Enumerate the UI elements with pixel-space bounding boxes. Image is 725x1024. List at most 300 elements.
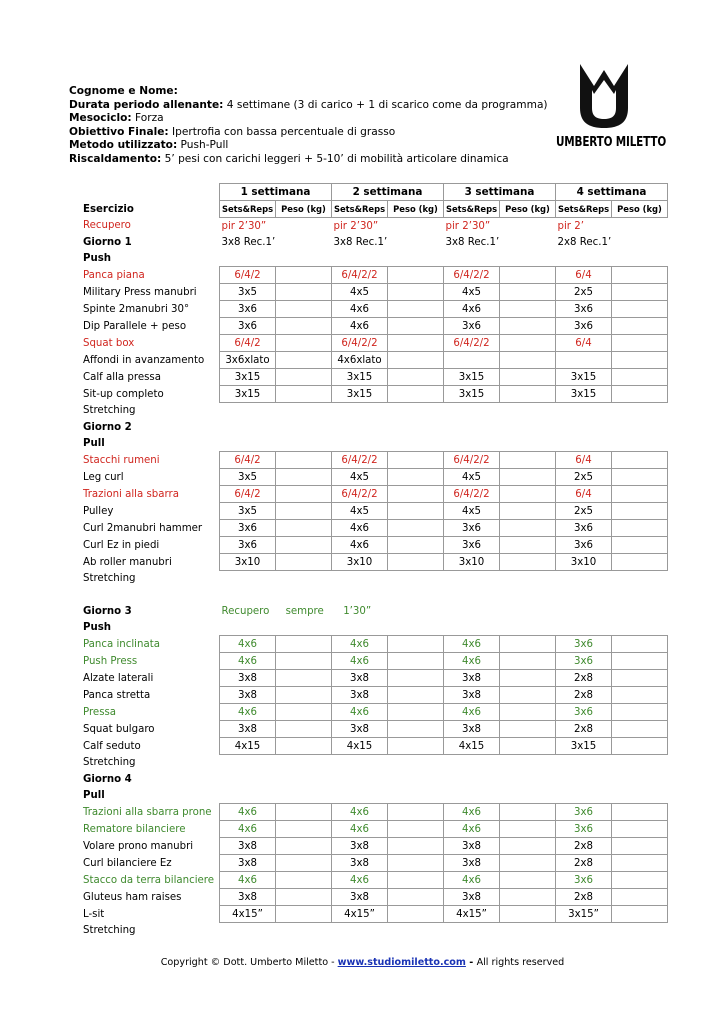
weight-cell xyxy=(500,636,556,653)
sets-reps-cell: 6/4/2/2 xyxy=(332,452,388,469)
exercise-name: Pull xyxy=(83,789,105,801)
sets-reps-cell: 3x8 xyxy=(332,687,388,704)
weight-cell xyxy=(612,352,668,369)
sets-reps-header: Sets&Reps xyxy=(220,201,276,218)
weight-cell xyxy=(500,906,556,923)
weight-cell xyxy=(388,821,444,838)
table-row xyxy=(80,619,668,636)
exercise-name: Recupero xyxy=(83,220,131,232)
sets-reps-cell: 3x8 xyxy=(444,855,500,872)
table-row xyxy=(80,486,668,503)
weight-cell xyxy=(612,469,668,486)
sets-reps-cell: 6/4/2/2 xyxy=(332,267,388,284)
exercise-name: Panca piana xyxy=(83,269,145,281)
exercise-name: Panca stretta xyxy=(83,689,151,701)
exercise-name: Push xyxy=(83,621,112,633)
weight-cell xyxy=(388,554,444,571)
sets-reps-cell: 3x8 xyxy=(220,721,276,738)
sets-reps-cell: 4x6 xyxy=(332,301,388,318)
exercise-name: Stretching xyxy=(83,573,136,585)
exercise-name: Sit-up completo xyxy=(83,388,164,400)
sets-reps-cell: 3x15 xyxy=(444,386,500,403)
sets-reps-cell: 6/4/2/2 xyxy=(444,267,500,284)
weight-cell xyxy=(500,335,556,352)
sets-reps-header: Sets&Reps xyxy=(332,201,388,218)
sets-reps-cell: 3x6 xyxy=(220,520,276,537)
sets-reps-cell: 4x6 xyxy=(332,653,388,670)
sets-reps-cell: 3x6xlato xyxy=(220,352,276,369)
brand-name: UMBERTO MILETTO xyxy=(556,134,667,150)
weight-cell xyxy=(612,906,668,923)
exercise-name: Giorno 4 xyxy=(83,773,132,785)
weight-cell xyxy=(612,721,668,738)
weight-cell xyxy=(612,386,668,403)
weight-cell xyxy=(500,738,556,755)
info-line xyxy=(69,139,548,153)
sets-reps-cell: 3x15 xyxy=(556,369,612,386)
table-row xyxy=(80,554,668,571)
note-cell: 3x8 Rec.1’ xyxy=(221,236,276,248)
exercise-name: Leg curl xyxy=(83,471,124,483)
sets-reps-cell: 4x6 xyxy=(444,872,500,889)
weight-cell xyxy=(388,838,444,855)
sets-reps-cell: 4x6 xyxy=(332,537,388,554)
sets-reps-cell: 6/4 xyxy=(556,486,612,503)
exercise-name: Giorno 2 xyxy=(83,421,132,433)
weight-cell xyxy=(388,653,444,670)
table-row xyxy=(80,755,668,772)
exercise-name: Stretching xyxy=(83,757,136,769)
empty-cell xyxy=(220,619,668,636)
sets-reps-cell: 3x8 xyxy=(332,855,388,872)
sets-reps-cell: 3x8 xyxy=(444,889,500,906)
weight-cell xyxy=(276,318,332,335)
weight-cell xyxy=(612,520,668,537)
weight-cell xyxy=(612,284,668,301)
weight-cell xyxy=(500,554,556,571)
exercise-name: Volare prono manubri xyxy=(83,840,194,852)
weight-cell xyxy=(388,284,444,301)
empty-cell xyxy=(220,419,668,435)
exercise-name: Stretching xyxy=(83,405,136,417)
sets-reps-cell: 3x10 xyxy=(220,554,276,571)
table-row xyxy=(80,670,668,687)
exercise-name: Trazioni alla sbarra prone xyxy=(83,806,212,818)
weight-cell xyxy=(276,537,332,554)
sets-reps-cell: 6/4/2/2 xyxy=(332,335,388,352)
sets-reps-cell: 4x15 xyxy=(332,738,388,755)
exercise-name: Pressa xyxy=(83,706,117,718)
sets-reps-cell: 4x15” xyxy=(444,906,500,923)
weight-cell xyxy=(388,804,444,821)
weight-cell xyxy=(500,687,556,704)
table-row xyxy=(80,923,668,940)
weight-cell xyxy=(276,503,332,520)
sets-reps-cell: 2x5 xyxy=(556,503,612,520)
weight-cell xyxy=(500,318,556,335)
weight-cell xyxy=(388,855,444,872)
info-value: 5’ pesi con carichi leggeri + 5-10’ di mobilità articolare dinamica xyxy=(161,152,509,165)
table-row xyxy=(80,234,668,250)
table-row xyxy=(80,636,668,653)
footer-copyright: Copyright © Dott. Umberto Miletto - xyxy=(160,957,338,968)
table-row xyxy=(80,318,668,335)
sets-reps-cell: 3x6 xyxy=(556,301,612,318)
weight-cell xyxy=(276,653,332,670)
week-header: 1 settimana xyxy=(220,184,332,201)
weight-cell xyxy=(500,284,556,301)
footer-dash: - xyxy=(465,957,477,968)
sets-reps-cell: 4x6 xyxy=(332,804,388,821)
weight-cell xyxy=(500,537,556,554)
weight-cell xyxy=(276,369,332,386)
weight-cell xyxy=(612,670,668,687)
empty-cell xyxy=(220,755,668,772)
weight-cell xyxy=(276,738,332,755)
sets-reps-cell: 3x15 xyxy=(220,386,276,403)
table-row xyxy=(80,352,668,369)
weight-cell xyxy=(500,267,556,284)
sets-reps-cell: 4x6 xyxy=(444,301,500,318)
weight-cell xyxy=(612,821,668,838)
exercise-name: Push xyxy=(83,252,112,264)
weight-cell xyxy=(500,653,556,670)
info-line xyxy=(69,126,548,140)
weight-cell xyxy=(276,855,332,872)
table-row xyxy=(80,906,668,923)
sets-reps-cell: 4x6 xyxy=(220,636,276,653)
weight-cell xyxy=(388,452,444,469)
weight-cell xyxy=(276,704,332,721)
exercise-name: Giorno 3 xyxy=(83,605,132,617)
info-line xyxy=(69,153,548,167)
brand-logo xyxy=(556,60,667,150)
info-value: 4 settimane (3 di carico + 1 di scarico come da programma) xyxy=(223,98,548,111)
table-row xyxy=(80,855,668,872)
empty-cell xyxy=(220,435,668,452)
table-row xyxy=(80,537,668,554)
exercise-name: Stacchi rumeni xyxy=(83,454,160,466)
weight-cell xyxy=(500,855,556,872)
weight-cell xyxy=(276,352,332,369)
sets-reps-cell xyxy=(444,352,500,369)
table-row xyxy=(80,267,668,284)
sets-reps-cell: 3x15” xyxy=(556,906,612,923)
table-row xyxy=(80,369,668,386)
sets-reps-cell: 2x5 xyxy=(556,469,612,486)
weight-cell xyxy=(612,503,668,520)
sets-reps-cell: 3x8 xyxy=(332,889,388,906)
sets-reps-cell: 3x6 xyxy=(556,636,612,653)
exercise-name: Squat box xyxy=(83,337,135,349)
weight-header: Peso (kg) xyxy=(276,201,332,218)
sets-reps-cell: 2x8 xyxy=(556,721,612,738)
note-cell: 3x8 Rec.1’ xyxy=(333,236,388,248)
sets-reps-cell: 3x15 xyxy=(556,386,612,403)
week-header: 3 settimana xyxy=(444,184,556,201)
sets-reps-cell: 3x15 xyxy=(556,738,612,755)
sets-reps-cell: 4x5 xyxy=(444,503,500,520)
exercise-name: Dip Parallele + peso xyxy=(83,320,187,332)
weight-cell xyxy=(500,804,556,821)
sets-reps-cell xyxy=(556,352,612,369)
table-row xyxy=(80,419,668,435)
sets-reps-header: Sets&Reps xyxy=(444,201,500,218)
sets-reps-cell: 2x5 xyxy=(556,284,612,301)
weight-cell xyxy=(612,804,668,821)
um-monogram-icon xyxy=(576,60,632,128)
table-row xyxy=(80,721,668,738)
exercise-name: Stretching xyxy=(83,925,136,937)
sets-reps-cell: 3x8 xyxy=(220,889,276,906)
sets-reps-cell: 3x15 xyxy=(220,369,276,386)
weight-cell xyxy=(500,469,556,486)
info-value: Ipertrofia con bassa percentuale di grasso xyxy=(168,125,396,138)
sets-reps-cell: 2x8 xyxy=(556,670,612,687)
sets-reps-cell: 4x5 xyxy=(444,284,500,301)
sets-reps-cell: 3x6 xyxy=(556,804,612,821)
sets-reps-header: Sets&Reps xyxy=(556,201,612,218)
sets-reps-cell: 3x8 xyxy=(332,721,388,738)
week-header-row xyxy=(80,184,668,201)
weight-cell xyxy=(388,503,444,520)
sets-reps-cell: 3x6 xyxy=(220,537,276,554)
sets-reps-cell: 3x8 xyxy=(220,838,276,855)
weight-cell xyxy=(500,872,556,889)
weight-cell xyxy=(500,503,556,520)
sets-reps-cell: 3x5 xyxy=(220,469,276,486)
weight-cell xyxy=(388,369,444,386)
table-row xyxy=(80,838,668,855)
table-row xyxy=(80,872,668,889)
info-label: Riscaldamento: xyxy=(69,152,162,165)
table-row xyxy=(80,386,668,403)
table-row xyxy=(80,603,668,619)
sets-reps-cell: 6/4/2 xyxy=(220,452,276,469)
weight-cell xyxy=(388,636,444,653)
empty-cell xyxy=(220,787,668,804)
weight-cell xyxy=(276,452,332,469)
sets-reps-cell: 3x6 xyxy=(556,537,612,554)
weight-cell xyxy=(276,872,332,889)
footer-rights: All rights reserved xyxy=(476,957,565,968)
weight-cell xyxy=(388,335,444,352)
weight-cell xyxy=(388,670,444,687)
table-row xyxy=(80,520,668,537)
weight-cell xyxy=(612,889,668,906)
sets-reps-cell: 3x6 xyxy=(220,318,276,335)
sets-reps-cell: 6/4 xyxy=(556,267,612,284)
exercise-header: Esercizio xyxy=(83,203,134,215)
sets-reps-cell: 3x8 xyxy=(332,670,388,687)
weight-cell xyxy=(388,687,444,704)
table-row xyxy=(80,284,668,301)
weight-cell xyxy=(500,301,556,318)
weight-cell xyxy=(388,267,444,284)
weight-cell xyxy=(276,469,332,486)
sets-reps-cell: 2x8 xyxy=(556,687,612,704)
sets-reps-cell: 4x6 xyxy=(444,821,500,838)
weight-cell xyxy=(612,318,668,335)
sets-reps-cell: 3x15 xyxy=(332,386,388,403)
sets-reps-cell: 4x6xlato xyxy=(332,352,388,369)
table-row xyxy=(80,821,668,838)
weight-cell xyxy=(500,486,556,503)
sets-reps-cell: 4x5 xyxy=(332,503,388,520)
weight-cell xyxy=(388,520,444,537)
sets-reps-cell: 3x8 xyxy=(444,838,500,855)
exercise-name: Curl Ez in piedi xyxy=(83,539,160,551)
sets-reps-cell: 4x6 xyxy=(220,704,276,721)
exercise-name: Alzate laterali xyxy=(83,672,154,684)
sets-reps-cell: 3x15 xyxy=(332,369,388,386)
weight-cell xyxy=(500,670,556,687)
note-cell: pir 2’30” xyxy=(445,220,491,232)
sets-reps-cell: 4x15” xyxy=(332,906,388,923)
sets-reps-cell: 3x8 xyxy=(220,687,276,704)
weight-cell xyxy=(500,704,556,721)
exercise-name: Squat bulgaro xyxy=(83,723,155,735)
sets-reps-cell: 3x6 xyxy=(556,704,612,721)
weight-cell xyxy=(500,386,556,403)
exercise-name: Calf seduto xyxy=(83,740,141,752)
weight-cell xyxy=(612,452,668,469)
weight-cell xyxy=(388,486,444,503)
weight-cell xyxy=(612,855,668,872)
note-cell: pir 2’ xyxy=(557,220,584,232)
weight-cell xyxy=(612,554,668,571)
weight-cell xyxy=(276,906,332,923)
weight-cell xyxy=(612,301,668,318)
sets-reps-cell: 6/4/2/2 xyxy=(444,486,500,503)
sets-reps-cell: 4x5 xyxy=(332,469,388,486)
table-row xyxy=(80,250,668,267)
sets-reps-cell: 2x8 xyxy=(556,889,612,906)
exercise-name: Push Press xyxy=(83,655,138,667)
table-row xyxy=(80,889,668,906)
weight-cell xyxy=(500,369,556,386)
weight-cell xyxy=(388,738,444,755)
note-cell: 2x8 Rec.1’ xyxy=(557,236,612,248)
info-label: Obiettivo Finale: xyxy=(69,125,169,138)
info-label: Cognome e Nome: xyxy=(69,85,178,97)
sets-reps-cell: 4x15 xyxy=(220,738,276,755)
sets-reps-cell: 4x6 xyxy=(444,804,500,821)
weight-cell xyxy=(500,889,556,906)
weight-cell xyxy=(276,267,332,284)
sets-reps-cell: 3x5 xyxy=(220,284,276,301)
exercise-name: Military Press manubri xyxy=(83,286,197,298)
exercise-name: Giorno 1 xyxy=(83,236,132,248)
sub-header-row xyxy=(80,201,668,218)
corner-cell xyxy=(80,184,220,201)
sets-reps-cell: 3x6 xyxy=(220,301,276,318)
table-row xyxy=(80,571,668,588)
sets-reps-cell: 3x10 xyxy=(332,554,388,571)
sets-reps-cell: 4x6 xyxy=(332,704,388,721)
table-row xyxy=(80,403,668,420)
sets-reps-cell: 4x5 xyxy=(332,284,388,301)
weight-cell xyxy=(388,537,444,554)
exercise-name: Rematore bilanciere xyxy=(83,823,186,835)
week-header: 2 settimana xyxy=(332,184,444,201)
table-row xyxy=(80,787,668,804)
weight-cell xyxy=(388,906,444,923)
table-row xyxy=(80,738,668,755)
exercise-name: Calf alla pressa xyxy=(83,371,161,383)
exercise-name: Spinte 2manubri 30° xyxy=(83,303,190,315)
sets-reps-cell: 3x6 xyxy=(444,318,500,335)
sets-reps-cell: 4x6 xyxy=(444,636,500,653)
sets-reps-cell: 3x8 xyxy=(220,855,276,872)
weight-cell xyxy=(612,486,668,503)
sets-reps-cell: 6/4/2/2 xyxy=(332,486,388,503)
empty-cell xyxy=(220,571,668,588)
weight-cell xyxy=(500,452,556,469)
weight-cell xyxy=(276,687,332,704)
footer-website-link[interactable]: www.studiomiletto.com xyxy=(337,957,466,968)
sets-reps-cell: 3x15 xyxy=(444,369,500,386)
exercise-name: Pull xyxy=(83,437,105,449)
sets-reps-cell: 2x8 xyxy=(556,838,612,855)
info-line xyxy=(69,112,548,126)
sets-reps-cell: 3x10 xyxy=(556,554,612,571)
recovery-note: Recupero sempre 1’30” xyxy=(221,605,372,617)
sets-reps-cell: 2x8 xyxy=(556,855,612,872)
info-label: Mesociclo: xyxy=(69,112,132,125)
weight-cell xyxy=(276,636,332,653)
exercise-name: Stacco da terra bilanciere xyxy=(83,874,215,886)
sets-reps-cell: 6/4 xyxy=(556,335,612,352)
weight-cell xyxy=(500,838,556,855)
weight-cell xyxy=(276,301,332,318)
info-value: Forza xyxy=(131,112,164,125)
weight-cell xyxy=(612,335,668,352)
info-line xyxy=(69,99,548,113)
sets-reps-cell: 4x6 xyxy=(332,821,388,838)
weight-cell xyxy=(388,872,444,889)
empty-cell xyxy=(220,250,668,267)
table-row xyxy=(80,335,668,352)
weight-cell xyxy=(388,301,444,318)
sets-reps-cell: 3x8 xyxy=(444,687,500,704)
weight-cell xyxy=(276,721,332,738)
sets-reps-cell: 3x8 xyxy=(220,670,276,687)
weight-cell xyxy=(388,889,444,906)
note-cell: pir 2’30” xyxy=(333,220,379,232)
sets-reps-cell: 3x10 xyxy=(444,554,500,571)
table-row xyxy=(80,503,668,520)
weight-cell xyxy=(500,520,556,537)
sets-reps-cell: 3x8 xyxy=(332,838,388,855)
info-line xyxy=(69,85,548,99)
empty-cell xyxy=(220,771,668,787)
sets-reps-cell: 3x6 xyxy=(444,520,500,537)
program-info xyxy=(69,85,548,167)
exercise-name: Panca inclinata xyxy=(83,638,160,650)
table-row xyxy=(80,653,668,670)
weight-cell xyxy=(500,352,556,369)
sets-reps-cell: 3x6 xyxy=(556,653,612,670)
info-value: Push-Pull xyxy=(177,139,229,152)
weight-header: Peso (kg) xyxy=(500,201,556,218)
weight-cell xyxy=(612,267,668,284)
weight-cell xyxy=(612,653,668,670)
weight-cell xyxy=(388,386,444,403)
sets-reps-cell: 4x6 xyxy=(220,821,276,838)
empty-cell xyxy=(220,587,668,603)
info-label: Metodo utilizzato: xyxy=(69,139,178,152)
